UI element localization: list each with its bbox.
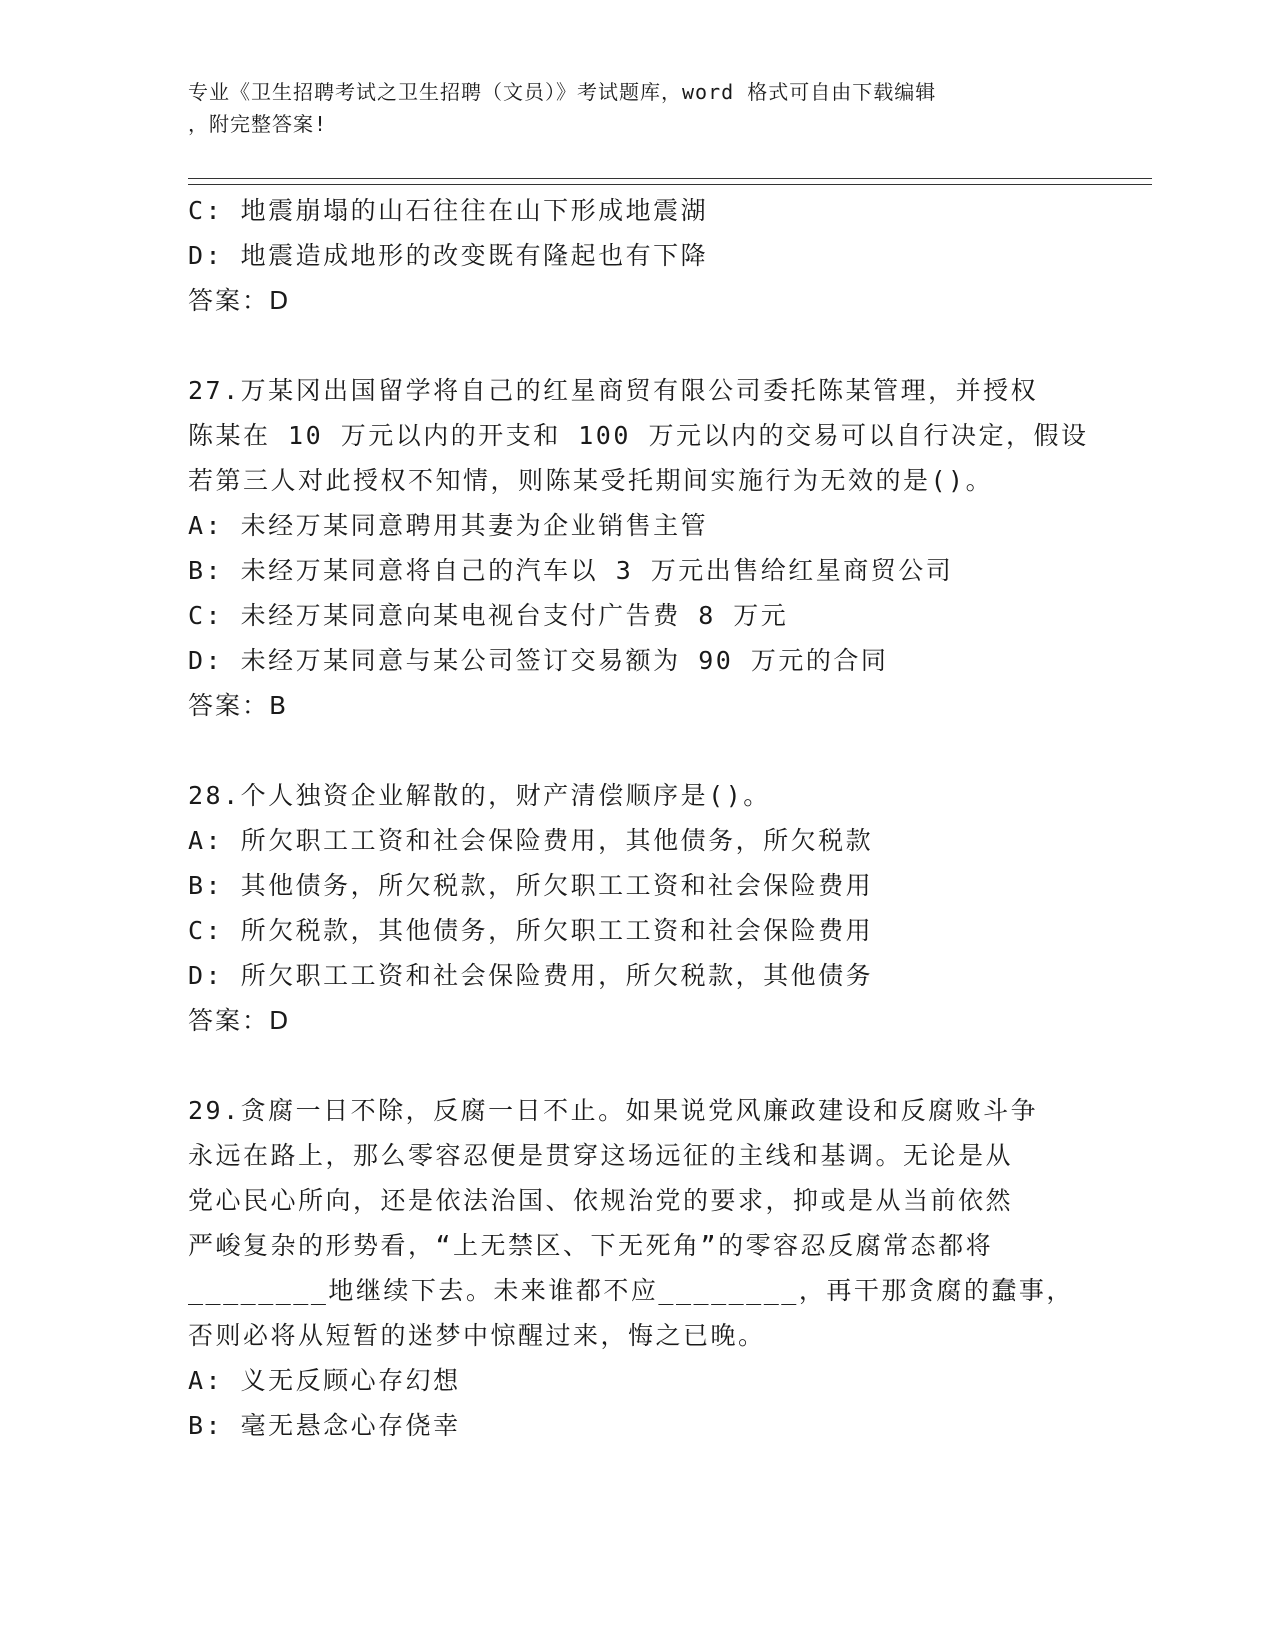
option-a: A: 所欠职工工资和社会保险费用，其他债务，所欠税款 xyxy=(188,826,874,855)
question-text: 27.万某冈出国留学将自己的红星商贸有限公司委托陈某管理，并授权 xyxy=(188,376,1039,405)
option-a: A: 义无反顾心存幻想 xyxy=(188,1366,461,1395)
question-text: 否则必将从短暂的迷梦中惊醒过来，悔之已晚。 xyxy=(188,1321,766,1350)
answer-line: 答案：D xyxy=(188,1006,291,1035)
header-divider-top xyxy=(188,178,1152,179)
option-c: C: 地震崩塌的山石往往在山下形成地震湖 xyxy=(188,196,709,225)
option-d: D: 地震造成地形的改变既有隆起也有下降 xyxy=(188,241,709,270)
question-text: 陈某在 10 万元以内的开支和 100 万元以内的交易可以自行决定，假设 xyxy=(188,421,1089,450)
header-divider-bottom xyxy=(188,184,1152,185)
option-c: C: 未经万某同意向某电视台支付广告费 8 万元 xyxy=(188,601,789,630)
answer-line: 答案：D xyxy=(188,286,291,315)
question-text: 党心民心所向，还是依法治国、依规治党的要求，抑或是从当前依然 xyxy=(188,1186,1014,1215)
header-title-line-2: ，附完整答案! xyxy=(188,112,328,136)
option-c: C: 所欠税款，其他债务，所欠职工工资和社会保险费用 xyxy=(188,916,874,945)
spacer xyxy=(188,1043,1088,1088)
question-text: 28.个人独资企业解散的，财产清偿顺序是()。 xyxy=(188,781,771,810)
question-text: ________地继续下去。未来谁都不应________，再干那贪腐的蠢事， xyxy=(188,1276,1074,1305)
spacer xyxy=(188,728,1088,773)
header-title-line-1: 专业《卫生招聘考试之卫生招聘（文员）》考试题库，word 格式可自由下载编辑 xyxy=(188,80,937,104)
option-a: A: 未经万某同意聘用其妻为企业销售主管 xyxy=(188,511,709,540)
answer-line: 答案：B xyxy=(188,691,289,720)
option-b: B: 未经万某同意将自己的汽车以 3 万元出售给红星商贸公司 xyxy=(188,556,954,585)
option-b: B: 毫无悬念心存侥幸 xyxy=(188,1411,461,1440)
question-text: 29.贪腐一日不除，反腐一日不止。如果说党风廉政建设和反腐败斗争 xyxy=(188,1096,1039,1125)
option-d: D: 未经万某同意与某公司签订交易额为 90 万元的合同 xyxy=(188,646,889,675)
question-text: 永远在路上，那么零容忍便是贯穿这场远征的主线和基调。无论是从 xyxy=(188,1141,1014,1170)
question-text: 严峻复杂的形势看，“上无禁区、下无死角”的零容忍反腐常态都将 xyxy=(188,1231,994,1260)
question-26-tail xyxy=(188,188,1088,323)
spacer xyxy=(188,323,1088,368)
option-d: D: 所欠职工工资和社会保险费用，所欠税款，其他债务 xyxy=(188,961,874,990)
question-content xyxy=(188,188,1088,1448)
question-27 xyxy=(188,368,1088,728)
option-b: B: 其他债务，所欠税款，所欠职工工资和社会保险费用 xyxy=(188,871,874,900)
question-29 xyxy=(188,1088,1088,1448)
question-28 xyxy=(188,773,1088,1043)
question-text: 若第三人对此授权不知情，则陈某受托期间实施行为无效的是()。 xyxy=(188,466,994,495)
page-header xyxy=(188,76,1068,140)
